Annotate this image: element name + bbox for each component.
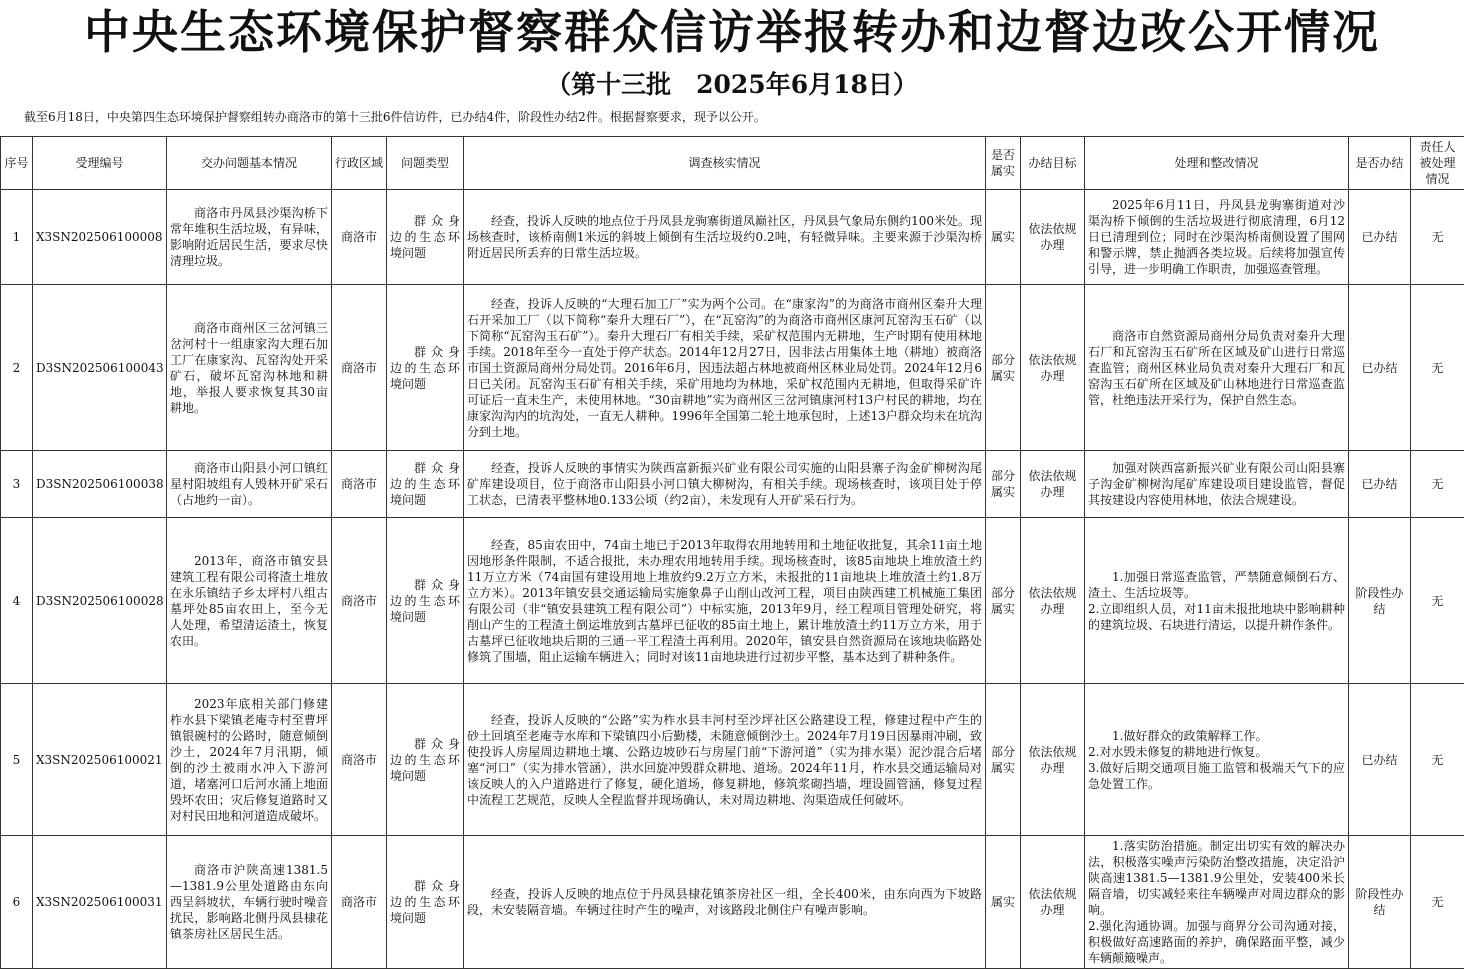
petition-table [0, 136, 1464, 969]
header-type: 问题类型 [387, 137, 464, 190]
row-accountability: 无 [1411, 451, 1464, 518]
row-verified: 部分属实 [986, 684, 1021, 836]
row-no: 4 [1, 518, 33, 684]
row-investigation: 经查，投诉人反映的“公路”实为柞水县丰河村至沙坪社区公路建设工程，修建过程中产生的砂土回填至老庵寺水库和下梁镇四小后勤楼，未随意倾倒沙土。2024年7月19日因暴雨冲刷，致使投诉人房屋周边耕地土壤、公路边坡砂石与房屋门前“下游河道”（实为排水渠）泥沙混合后堵塞“河口”（实为排水管涵），洪水回旋冲毁群众耕地、道场。2024年11月，柞水县交通运输局对该反映人的入户道路进行了修复，硬化道场，修复耕地，修筑浆砌挡墙，埋设圆管涵，修复过程中流程工艺规范，反映人全程监督并现场确认，未对周边耕地、沟渠造成任何破坏。 [464, 684, 986, 836]
row-region: 商洛市 [332, 190, 387, 285]
row-accountability: 无 [1411, 285, 1464, 451]
row-basic: 2013年，商洛市镇安县建筑工程有限公司将渣土堆放在永乐镇结子乡太坪村八组古墓坪处85亩农田上，至今无人处理，希望清运渣土，恢复农田。 [167, 518, 332, 684]
row-basic: 2023年底相关部门修建柞水县下梁镇老庵寺村至曹坪镇银碗村的公路时，随意倾倒沙土，2024年7月汛期，倾倒的沙土被雨水冲入下游河道，堵塞河口后河水涌上地面毁坏农田；灾后修复道路时又对村民田地和河道造成破坏。 [167, 684, 332, 836]
row-type: 群众身边的生态环境问题 [387, 684, 464, 836]
table-row [1, 684, 1464, 836]
row-goal: 依法依规办理 [1021, 518, 1085, 684]
row-investigation: 经查，投诉人反映的事情实为陕西富新振兴矿业有限公司实施的山阳县寨子沟金矿柳树沟尾矿库建设项目，位于商洛市山阳县小河口镇大柳树沟，有相关手续。现场核查时，该项目处于停工状态，已清表平整林地0.133公顷（约2亩），未发现有人开矿采石行为。 [464, 451, 986, 518]
row-investigation: 经查，投诉人反映的“大理石加工厂”实为两个公司。在“康家沟”的为商洛市商州区秦升大理石开采加工厂（以下简称“秦升大理石厂”），在“瓦窑沟”的为商洛市商州区康河瓦窑沟玉石矿（以下简称“瓦窑沟玉石矿”）。秦升大理石厂有相关手续，采矿权范围内无耕地，生产时期有使用林地手续。2018年至今一直处于停产状态。2014年12月27日，因非法占用集体土地（耕地）被商洛市国土资源局商州分局处罚。2016年6月，因违法超占林地被商州区林业局处罚。2024年12月6日已关闭。瓦窑沟玉石矿有相关手续，采矿用地均为林地，采矿权范围内无耕地，但取得采矿许可证后一直未生产，未使用林地。“30亩耕地”实为商州区三岔河镇康河村13户村民的耕地，均在康家沟沟内的坑沟处，一直无人耕种。1996年全国第二轮土地承包时，上述13户群众均未在坑沟分到土地。 [464, 285, 986, 451]
row-closed: 已办结 [1349, 684, 1411, 836]
row-goal: 依法依规办理 [1021, 451, 1085, 518]
row-verified: 部分属实 [986, 285, 1021, 451]
row-code: D3SN202506100043 [33, 285, 167, 451]
row-accountability: 无 [1411, 190, 1464, 285]
row-basic: 商洛市商州区三岔河镇三岔河村十一组康家沟大理石加工厂在康家沟、瓦窑沟处开采矿石，破坏瓦窑沟林地和耕地，举报人要求恢复其30亩耕地。 [167, 285, 332, 451]
row-no: 3 [1, 451, 33, 518]
row-goal: 依法依规办理 [1021, 684, 1085, 836]
row-type: 群众身边的生态环境问题 [387, 451, 464, 518]
table-row [1, 451, 1464, 518]
row-rectification: 加强对陕西富新振兴矿业有限公司山阳县寨子沟金矿柳树沟尾矿库建设项目建设监管，督促其按建设内容使用林地，依法合规建设。 [1085, 451, 1349, 518]
row-region: 商洛市 [332, 518, 387, 684]
header-verified: 是否属实 [986, 137, 1021, 190]
row-accountability: 无 [1411, 836, 1464, 969]
header-accountability: 责任人被处理情况 [1411, 137, 1464, 190]
row-no: 6 [1, 836, 33, 969]
row-closed: 已办结 [1349, 451, 1411, 518]
header-basic: 交办问题基本情况 [167, 137, 332, 190]
row-goal: 依法依规办理 [1021, 836, 1085, 969]
row-no: 2 [1, 285, 33, 451]
row-verified: 部分属实 [986, 518, 1021, 684]
table-header-row [1, 137, 1464, 190]
page-subtitle: （第十三批 2025年6月18日） [0, 68, 1464, 102]
page-title: 中央生态环境保护督察群众信访举报转办和边督边改公开情况 [0, 4, 1464, 60]
header-code: 受理编号 [33, 137, 167, 190]
row-region: 商洛市 [332, 285, 387, 451]
row-rectification: 1.做好群众的政策解释工作。 2.对水毁未修复的耕地进行恢复。 3.做好后期交通项目施工监管和极端天气下的应急处置工作。 [1085, 684, 1349, 836]
row-closed: 阶段性办结 [1349, 836, 1411, 969]
row-region: 商洛市 [332, 451, 387, 518]
row-rectification: 2025年6月11日，丹凤县龙驹寨街道对沙渠沟桥下倾倒的生活垃圾进行彻底清理，6月12日已清理到位；同时在沙渠沟桥南侧设置了围网和警示牌，禁止抛洒各类垃圾。后续将加强宣传引导，进一步明确工作职责，加强巡查管理。 [1085, 190, 1349, 285]
row-rectification: 1.加强日常巡查监管，严禁随意倾倒石方、渣土、生活垃圾等。 2.立即组织人员，对11亩未报批地块中影响耕种的建筑垃圾、石块进行清运，以提升耕作条件。 [1085, 518, 1349, 684]
row-basic: 商洛市丹凤县沙渠沟桥下常年堆积生活垃圾，有异味，影响附近居民生活，要求尽快清理垃圾。 [167, 190, 332, 285]
row-closed: 已办结 [1349, 285, 1411, 451]
row-investigation: 经查，投诉人反映的地点位于丹凤县龙驹寨街道凤巅社区，丹凤县气象局东侧约100米处。现场核查时，该桥南侧1米远的斜坡上倾倒有生活垃圾约0.2吨，有轻微异味。主要来源于沙渠沟桥附近居民所丢弃的日常生活垃圾。 [464, 190, 986, 285]
row-investigation: 经查，85亩农田中，74亩土地已于2013年取得农用地转用和土地征收批复，其余11亩土地因地形条件限制，不适合报批，未办理农用地转用手续。现场核查时，该85亩地块上堆放渣土约11万立方米（74亩国有建设用地上堆放约9.2万立方米，未报批的11亩地块上堆放渣土约1.8万立方米）。2013年镇安县交通运输局实施象鼻子山削山改河工程，项目由陕西建工机械施工集团有限公司（非“镇安县建筑工程有限公司”）中标实施，2013年9月，经工程项目管理处研究，将削山产生的工程渣土倒运堆放到古墓坪已征收的85亩土地上，累计堆放渣土约11万立方米，用于古墓坪已征收地块后期的三通一平工程渣土再利用。2020年，镇安县自然资源局在该地块临路处修筑了围墙，阻止运输车辆进入；同时对该11亩地块进行过初步平整，基本达到了耕种条件。 [464, 518, 986, 684]
row-verified: 属实 [986, 190, 1021, 285]
row-code: D3SN202506100038 [33, 451, 167, 518]
row-code: X3SN202506100008 [33, 190, 167, 285]
row-code: D3SN202506100028 [33, 518, 167, 684]
header-region: 行政区域 [332, 137, 387, 190]
row-region: 商洛市 [332, 684, 387, 836]
row-code: X3SN202506100021 [33, 684, 167, 836]
row-rectification: 1.落实防治措施。制定出切实有效的解决办法，积极落实噪声污染防治整改措施，决定沿沪陕高速1381.5—1381.9公里处，安装400米长隔音墙，切实减轻来往车辆噪声对周边群众的影响。 2.强化沟通协调。加强与商界分公司沟通对接，积极做好高速路面的养护，确保路面平整，减少车辆颠簸噪声。 [1085, 836, 1349, 969]
row-type: 群众身边的生态环境问题 [387, 190, 464, 285]
row-rectification: 商洛市自然资源局商州分局负责对秦升大理石厂和瓦窑沟玉石矿所在区域及矿山进行日常巡查监管；商州区林业局负责对秦升大理石厂和瓦窑沟玉石矿所在区域及矿山林地进行日常巡查监管，杜绝违法开采行为，保护自然生态。 [1085, 285, 1349, 451]
header-goal: 办结目标 [1021, 137, 1085, 190]
row-closed: 已办结 [1349, 190, 1411, 285]
row-goal: 依法依规办理 [1021, 285, 1085, 451]
row-goal: 依法依规办理 [1021, 190, 1085, 285]
row-closed: 阶段性办结 [1349, 518, 1411, 684]
table-row [1, 836, 1464, 969]
row-basic: 商洛市沪陕高速1381.5—1381.9公里处道路由东向西呈斜坡状，车辆行驶时噪音扰民，影响路北侧丹凤县棣花镇茶房社区居民生活。 [167, 836, 332, 969]
row-type: 群众身边的生态环境问题 [387, 285, 464, 451]
row-no: 5 [1, 684, 33, 836]
row-verified: 部分属实 [986, 451, 1021, 518]
row-verified: 属实 [986, 836, 1021, 969]
row-investigation: 经查，投诉人反映的地点位于丹凤县棣花镇茶房社区一组，全长400米，由东向西为下坡路段，未安装隔音墙。车辆过往时产生的噪声，对该路段北侧住户有噪声影响。 [464, 836, 986, 969]
row-accountability: 无 [1411, 518, 1464, 684]
row-no: 1 [1, 190, 33, 285]
header-closed: 是否办结 [1349, 137, 1411, 190]
header-no: 序号 [1, 137, 33, 190]
header-rectification: 处理和整改情况 [1085, 137, 1349, 190]
row-basic: 商洛市山阳县小河口镇红星村阳坡组有人毁林开矿采石（占地约一亩）。 [167, 451, 332, 518]
table-row [1, 518, 1464, 684]
row-type: 群众身边的生态环境问题 [387, 518, 464, 684]
row-type: 群众身边的生态环境问题 [387, 836, 464, 969]
table-row [1, 285, 1464, 451]
row-accountability: 无 [1411, 684, 1464, 836]
table-row [1, 190, 1464, 285]
row-code: X3SN202506100031 [33, 836, 167, 969]
header-investigation: 调查核实情况 [464, 137, 986, 190]
intro-text: 截至6月18日，中央第四生态环境保护督察组转办商洛市的第十三批6件信访件，已办结4件，阶段性办结2件。根据督察要求，现予以公开。 [24, 108, 766, 126]
row-region: 商洛市 [332, 836, 387, 969]
